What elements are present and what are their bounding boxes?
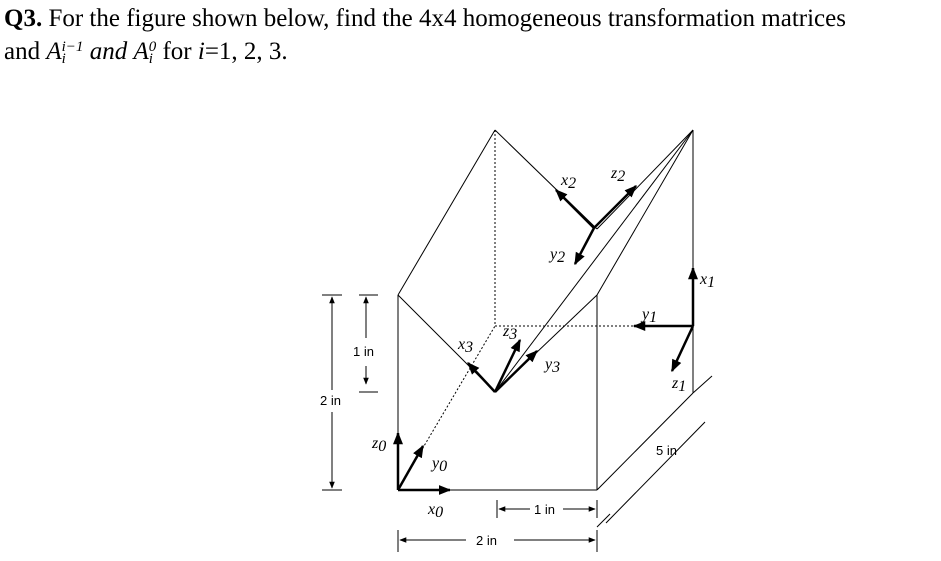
sup-prev: i−1: [61, 39, 84, 55]
z1-label: z1: [672, 375, 687, 395]
question-number: Q3.: [4, 5, 43, 32]
i-var: i: [197, 38, 205, 65]
and-text: and: [4, 38, 41, 65]
front-left-ridge: [398, 130, 495, 295]
values-text: =1, 2, 3.: [204, 38, 288, 65]
groove-bottom-line: [495, 130, 693, 392]
dim-label-2in-horizontal: 2 in: [476, 533, 497, 548]
y2-label: y2: [550, 246, 566, 266]
x1-label: x1: [700, 271, 716, 291]
v-groove: [398, 130, 693, 392]
dim-label-5in-diagonal: 5 in: [656, 443, 677, 458]
axis-labels: [371, 165, 715, 521]
x3-arrow: [468, 363, 495, 392]
dim-5in-line: [606, 422, 705, 523]
sub-i: i: [61, 51, 66, 67]
z3-arrow: [495, 340, 520, 392]
y3-label: y3: [545, 356, 561, 376]
z3-label: z3: [503, 323, 518, 343]
y0-arrow: [398, 446, 423, 490]
x2-arrow: [556, 190, 594, 228]
y2-arrow: [575, 228, 594, 264]
right-ridge: [597, 130, 693, 295]
matrix-var: A: [46, 38, 62, 65]
sup-zero: 0: [148, 39, 157, 55]
z0-label: z0: [372, 435, 387, 455]
y0-label: y0: [432, 455, 448, 475]
dim-label-2in-vertical: 2 in: [320, 393, 341, 408]
matrix-var-2: A: [133, 38, 149, 65]
z2-arrow: [594, 186, 636, 228]
for-text: for: [162, 38, 192, 65]
x3-label: x3: [458, 336, 474, 356]
z2-label: z2: [611, 165, 626, 185]
y1-label: y1: [642, 306, 658, 326]
dim-label-1in-vertical: 1 in: [353, 344, 374, 359]
x0-label: x0: [428, 501, 444, 521]
coordinate-frames: [398, 186, 693, 490]
question-line-1-text: For the figure shown below, find the 4x4 homogeneous transformation matrices: [48, 5, 846, 32]
x2-label: x2: [561, 172, 577, 192]
sub-i-2: i: [148, 51, 153, 67]
y3-arrow: [495, 351, 537, 392]
dim-label-1in-horizontal: 1 in: [534, 502, 555, 517]
base-depth-edge: [597, 393, 693, 490]
z1-arrow: [672, 326, 693, 371]
dim-5in-ext-top: [693, 376, 712, 393]
and-italic-text: and: [89, 38, 128, 65]
